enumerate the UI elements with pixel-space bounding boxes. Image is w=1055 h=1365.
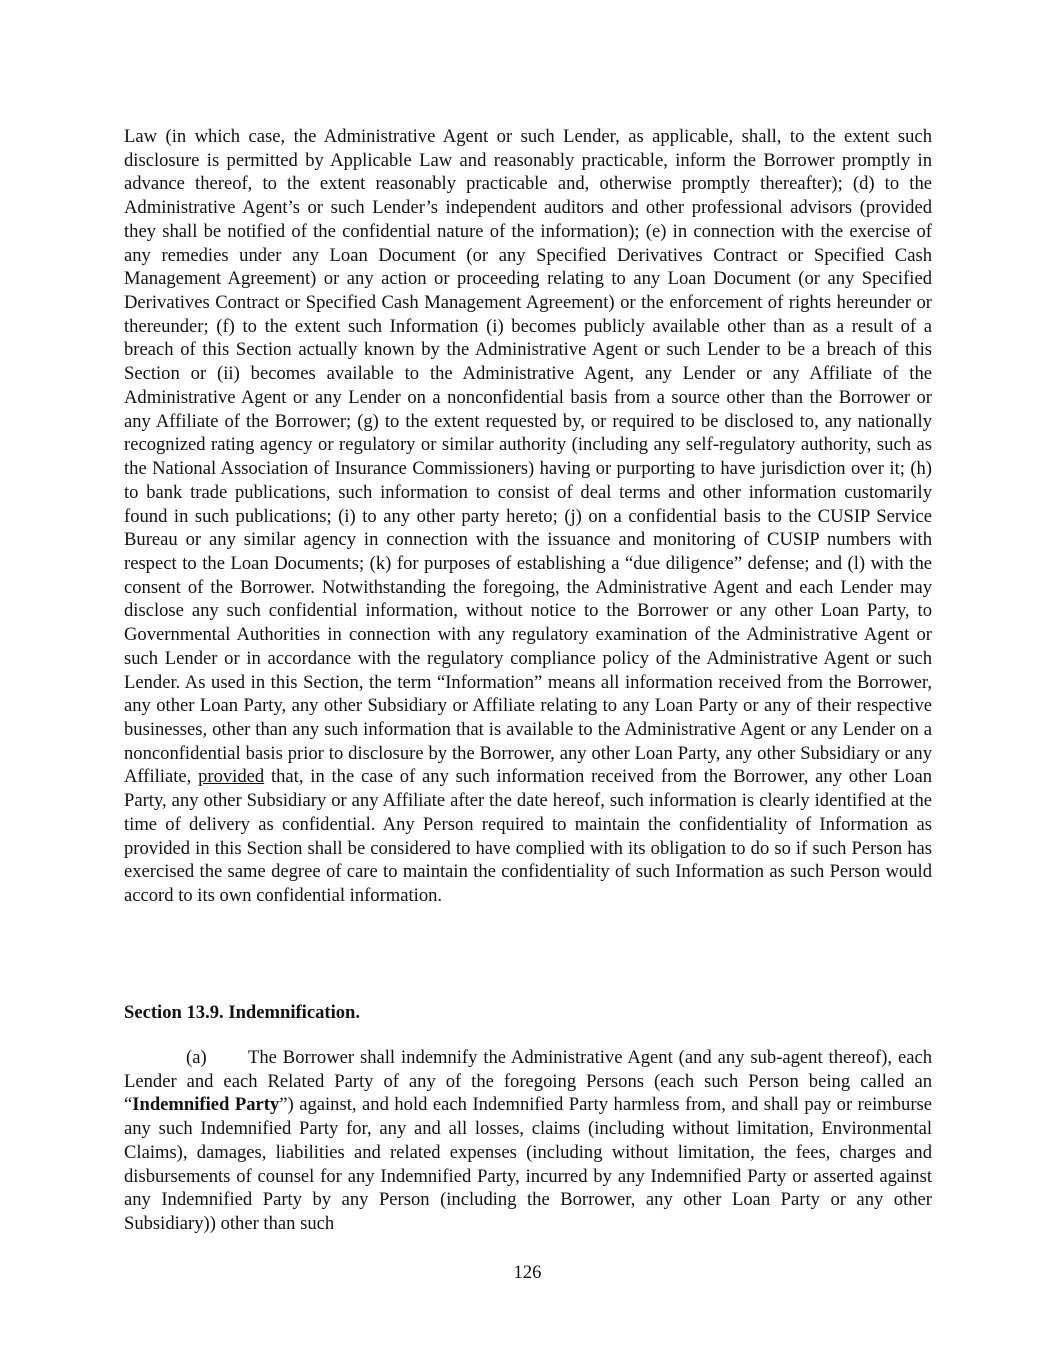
paragraph-text-part-2: ”) against, and hold each Indemnified Party harmless from, and shall pay or reimburse any such Indemnified Party for, any and all losses, claims (including without limitation, Environmental Claims), damages, liabilities and related expenses (including without limitation, the fees, charges and disbursements of counsel for any Indemnified Party, incurred by any Indemnified Party or asserted against any Indemnified Party by any Person (including the Borrower, any other Loan Party or any other Subsidiary)) other than such (124, 1094, 932, 1235)
provided-term: provided (198, 766, 265, 788)
paragraph-indent (124, 1046, 248, 1070)
paragraph-text-part-1: The Borrower shall indemnify the Administrative Agent (and any sub-agent thereof), each Lender and each Related Party of any of the foregoing Persons (each such Person being called an “ (124, 1047, 932, 1116)
paragraph-enumerator: (a) (186, 1047, 207, 1068)
paragraph-text-part-2: that, in the case of any such information received from the Borrower, any other Loan Party, any other Subsidiary or any Affiliate after the date hereof, such information is clearly identified at the time of delivery as confidential. Any Person required to maintain the confidentiality of Information as provided in this Section shall be considered to have complied with its obligation to do so if such Person has exercised the same degree of care to maintain the confidentiality of such Information as such Person would accord to its own confidential information. (124, 766, 932, 906)
paragraph-text (124, 1046, 932, 1236)
paragraph-text (124, 125, 932, 908)
indemnified-party-term: Indemnified Party (132, 1094, 280, 1116)
page-number: 126 (513, 1262, 542, 1283)
confidentiality-paragraph (124, 125, 932, 908)
indemnification-paragraph (124, 1046, 932, 1236)
paragraph-text-part-1: Law (in which case, the Administrative Agent or such Lender, as applicable, shall, to the extent such disclosure is permitted by Applicable Law and reasonably practicable, inform the Borrower promptly in advance thereof, to the extent reasonably practicable and, otherwise promptly thereafter); (d) to the Administrative Agent’s or such Lender’s independent auditors and other professional advisors (provided they shall be notified of the confidential nature of the information); (e) in connection with the exercise of any remedies under any Loan Document (or any Specified Derivatives Contract or Specified Cash Management Agreement) or any action or proceeding relating to any Loan Document (or any Specified Derivatives Contract or Specified Cash Management Agreement) or the enforcement of rights hereunder or thereunder; (f) to the extent such Information (i) becomes publicly available other than as a result of a breach of this Section actually known by the Administrative Agent or such Lender to be a breach of this Section or (ii) becomes available to the Administrative Agent, any Lender or any Affiliate of the Administrative Agent or any Lender on a nonconfidential basis from a source other than the Borrower or any Affiliate of the Borrower; (g) to the extent requested by, or required to be disclosed to, any nationally recognized rating agency or regulatory or similar authority (including any self-regulatory authority, such as the National Association of Insurance Commissioners) having or purporting to have jurisdiction over it; (h) to bank trade publications, such information to consist of deal terms and other information customarily found in such publications; (i) to any other party hereto; (j) on a confidential basis to the CUSIP Service Bureau or any similar agency in connection with the issuance and monitoring of CUSIP numbers with respect to the Loan Documents; (k) for purposes of establishing a “due diligence” defense; and (l) with the consent of the Borrower. Notwithstanding the foregoing, the Administrative Agent and each Lender may disclose any such confidential information, without notice to the Borrower or any other Loan Party, to Governmental Authorities in connection with any regulatory examination of the Administrative Agent or such Lender or in accordance with the regulatory compliance policy of the Administrative Agent or such Lender. As used in this Section, the term “Information” means all information received from the Borrower, any other Loan Party, any other Subsidiary or Affiliate relating to any Loan Party or any of their respective businesses, other than any such information that is available to the Administrative Agent or any Lender on a nonconfidential basis prior to disclosure by the Borrower, any other Loan Party, any other Subsidiary or any Affiliate, (124, 126, 932, 788)
section-heading: Section 13.9. Indemnification. (124, 1002, 361, 1023)
